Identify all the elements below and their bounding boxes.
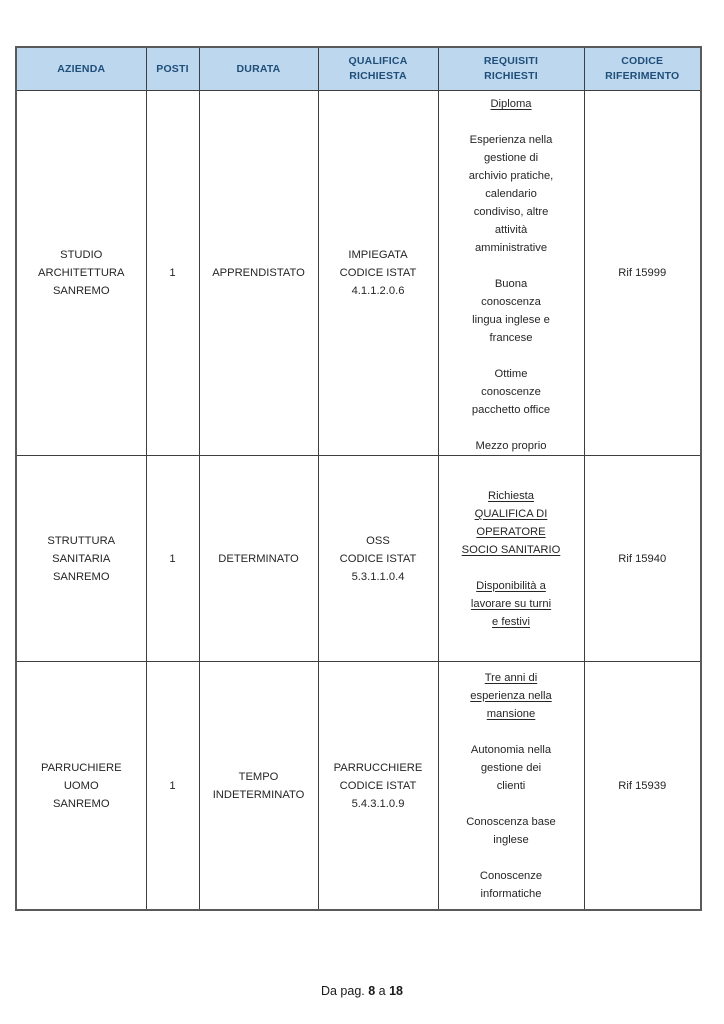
column-header-codice-line-0: CODICE xyxy=(621,55,664,67)
job-listings-table xyxy=(15,46,702,911)
cell-codice-line-0: Rif 15999 xyxy=(618,267,667,279)
cell-qualifica xyxy=(318,91,438,456)
footer-middle: a xyxy=(375,984,390,998)
requirement-item-line-1: conoscenze xyxy=(481,386,541,398)
cell-qualifica-line-0: PARRUCCHIERE xyxy=(333,761,423,774)
requirement-spacer xyxy=(447,347,576,365)
requirements-list xyxy=(447,456,576,661)
requirement-item xyxy=(447,867,576,903)
cell-azienda xyxy=(16,91,146,456)
requirement-item xyxy=(447,95,576,113)
requirement-item-line-0: Tre anni di xyxy=(484,671,538,684)
column-header-qualifica xyxy=(318,47,438,91)
column-header-azienda xyxy=(16,47,146,91)
cell-azienda-line-1: ARCHITETTURA xyxy=(38,267,125,279)
column-header-posti xyxy=(146,47,199,91)
requirement-item-line-3: francese xyxy=(489,332,533,344)
column-header-codice xyxy=(584,47,701,91)
requirement-item-line-0: Esperienza nella xyxy=(469,134,553,146)
cell-posti-line-0: 1 xyxy=(169,552,176,565)
cell-azienda-line-2: SANREMO xyxy=(52,797,110,810)
column-header-azienda-line-0: AZIENDA xyxy=(57,62,106,75)
column-header-requisiti-line-1: RICHIESTI xyxy=(484,70,538,82)
column-header-qualifica-line-0: QUALIFICA xyxy=(348,55,408,67)
table-header-row xyxy=(16,47,701,91)
table-row xyxy=(16,456,701,662)
requirement-item xyxy=(447,813,576,849)
requirement-spacer xyxy=(447,849,576,867)
column-header-requisiti xyxy=(438,47,584,91)
cell-requisiti xyxy=(438,456,584,662)
requirement-item-line-2: pacchetto office xyxy=(471,404,551,416)
requirement-spacer xyxy=(447,723,576,741)
cell-qualifica-line-1: CODICE ISTAT xyxy=(339,267,417,279)
requirement-item xyxy=(447,365,576,419)
requirement-item-line-2: mansione xyxy=(486,707,536,720)
cell-azienda-line-0: STRUTTURA xyxy=(47,534,116,547)
cell-codice xyxy=(584,91,701,456)
requirement-item xyxy=(447,437,576,455)
requirement-item-line-2: clienti xyxy=(496,779,526,792)
requirement-item-line-0: Conoscenza base xyxy=(466,815,556,828)
requirement-item-line-0: Diploma xyxy=(490,98,532,110)
column-header-qualifica-line-1: RICHIESTA xyxy=(349,70,407,82)
cell-qualifica-line-2: 5.4.3.1.0.9 xyxy=(351,797,405,810)
cell-qualifica xyxy=(318,456,438,662)
requirement-item xyxy=(447,275,576,347)
page-footer xyxy=(0,982,724,1000)
cell-codice-line-0: Rif 15940 xyxy=(618,552,667,565)
requirement-spacer xyxy=(447,559,576,577)
column-header-posti-line-0: POSTI xyxy=(156,62,189,75)
column-header-requisiti-line-0: REQUISITI xyxy=(483,55,539,67)
requirement-item-line-2: OPERATORE xyxy=(476,525,546,538)
requirement-item-line-6: amministrative xyxy=(474,242,548,254)
requirement-item xyxy=(447,741,576,795)
cell-durata xyxy=(199,662,318,911)
cell-azienda-line-2: SANREMO xyxy=(52,570,110,583)
cell-qualifica xyxy=(318,662,438,911)
cell-azienda xyxy=(16,456,146,662)
requirement-item-line-1: gestione dei xyxy=(480,761,542,774)
cell-requisiti xyxy=(438,91,584,456)
requirement-item xyxy=(447,577,576,631)
requirement-item-line-2: archivio pratiche, xyxy=(468,170,554,182)
cell-durata-line-0: DETERMINATO xyxy=(218,552,299,565)
requirement-item-line-0: Richiesta xyxy=(487,489,534,502)
cell-durata-line-0: APPRENDISTATO xyxy=(212,267,305,279)
cell-posti-line-0: 1 xyxy=(169,779,176,792)
requirement-item-line-5: attività xyxy=(494,224,528,236)
requirements-list xyxy=(447,95,576,455)
cell-posti xyxy=(146,456,199,662)
requirement-item-line-1: QUALIFICA DI xyxy=(474,507,548,520)
cell-qualifica-line-0: OSS xyxy=(366,534,390,547)
requirement-item-line-3: SOCIO SANITARIO xyxy=(461,543,561,556)
cell-durata xyxy=(199,91,318,456)
requirement-item-line-0: Buona xyxy=(494,278,528,290)
cell-codice xyxy=(584,662,701,911)
requirement-spacer xyxy=(447,795,576,813)
requirement-item-line-2: lingua inglese e xyxy=(472,314,550,326)
cell-qualifica-line-0: IMPIEGATA xyxy=(348,249,408,261)
cell-requisiti xyxy=(438,662,584,911)
cell-durata-line-0: TEMPO xyxy=(238,770,279,783)
requirement-spacer xyxy=(447,419,576,437)
requirement-spacer xyxy=(447,257,576,275)
footer-to-page: 18 xyxy=(389,984,404,998)
requirement-item-line-1: inglese xyxy=(493,833,529,846)
requirement-item-line-0: Ottime xyxy=(494,368,528,380)
table-header xyxy=(16,47,701,91)
cell-azienda-line-1: SANITARIA xyxy=(52,552,111,565)
requirement-item xyxy=(447,487,576,559)
footer-prefix: Da pag. xyxy=(320,984,369,998)
column-header-durata xyxy=(199,47,318,91)
footer-from-page: 8 xyxy=(368,984,376,998)
cell-codice xyxy=(584,456,701,662)
requirement-item xyxy=(447,669,576,723)
cell-qualifica-line-2: 4.1.1.2.0.6 xyxy=(351,285,405,297)
cell-qualifica-line-1: CODICE ISTAT xyxy=(339,552,417,565)
cell-posti xyxy=(146,91,199,456)
requirement-item-line-1: esperienza nella xyxy=(470,689,552,702)
requirement-item xyxy=(447,131,576,257)
column-header-codice-line-1: RIFERIMENTO xyxy=(605,70,680,82)
table-row xyxy=(16,91,701,456)
requirement-item-line-2: e festivi xyxy=(492,615,530,628)
cell-durata xyxy=(199,456,318,662)
requirement-item-line-0: Autonomia nella xyxy=(470,743,552,756)
column-header-durata-line-0: DURATA xyxy=(236,62,281,75)
requirements-list xyxy=(447,662,576,909)
table-body xyxy=(16,91,701,911)
requirement-item-line-3: calendario xyxy=(485,188,537,200)
cell-codice-line-0: Rif 15939 xyxy=(618,779,667,792)
cell-azienda-line-2: SANREMO xyxy=(52,285,110,297)
cell-posti-line-0: 1 xyxy=(169,267,176,279)
cell-azienda-line-1: UOMO xyxy=(63,779,99,792)
cell-azienda xyxy=(16,662,146,911)
requirement-item-line-0: Mezzo proprio xyxy=(475,440,547,452)
requirement-item-line-1: lavorare su turni xyxy=(470,597,552,610)
requirement-item-line-1: informatiche xyxy=(480,887,542,900)
requirement-item-line-0: Conoscenze xyxy=(479,869,543,882)
cell-posti xyxy=(146,662,199,911)
requirement-item-line-1: gestione di xyxy=(483,152,539,164)
table-row xyxy=(16,662,701,911)
cell-azienda-line-0: PARRUCHIERE xyxy=(40,761,122,774)
requirement-item-line-0: Disponibilità a xyxy=(476,579,546,592)
requirement-item-line-1: conoscenza xyxy=(481,296,541,308)
cell-durata-line-1: INDETERMINATO xyxy=(212,788,305,801)
cell-qualifica-line-2: 5.3.1.1.0.4 xyxy=(351,570,405,583)
requirement-item-line-4: condiviso, altre xyxy=(473,206,549,218)
cell-azienda-line-0: STUDIO xyxy=(60,249,103,261)
cell-qualifica-line-1: CODICE ISTAT xyxy=(339,779,417,792)
requirement-spacer xyxy=(447,113,576,131)
